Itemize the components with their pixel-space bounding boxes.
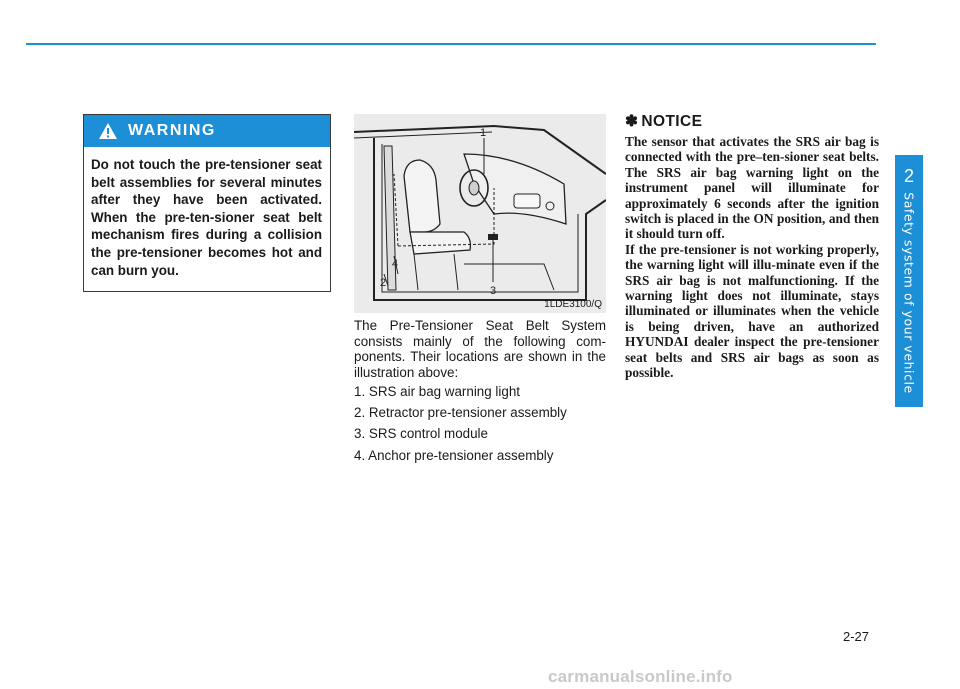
- notice-text: [625, 134, 879, 381]
- warning-title: WARNING: [128, 122, 216, 139]
- notice-paragraphs: The sensor that activates the SRS air bag is connected with the pre–ten-sioner seat belts. The SRS air bag warning light on the instrument panel will illuminate for approximately 6 seconds after the ignition switch is placed in the ON position, and then it should turn off. If the pre-tensioner is not working properly, the warning light will illu-minate even if the SRS air bag is not malfunctioning. If the warning light does not illuminate, stays illuminated or illuminates when the vehicle is being driven, have an authorized HYUNDAI dealer inspect the pre-tensioner seat belts and SRS air bags as soon as possible.: [625, 134, 879, 381]
- warning-box: [83, 114, 331, 292]
- notice-heading: [625, 112, 702, 131]
- intro-paragraph: The Pre-Tensioner Seat Belt System consists mainly of the following com-ponents. Their locations are shown in the illustration above:: [354, 318, 606, 380]
- list-item: 3. SRS control module: [354, 426, 488, 442]
- notice-star-icon: ✽: [625, 113, 639, 130]
- callout-1: 1: [480, 127, 487, 139]
- warning-text: Do not touch the pre-tensioner seat belt assemblies for several minutes after they have been activated. When the pre-ten-sioner seat belt mechanism fires during a collision the pre-tensioner becomes hot and can burn you.: [91, 157, 322, 278]
- callout-4: 4: [392, 258, 399, 270]
- top-rule: [26, 43, 876, 45]
- chapter-side-tab: [895, 155, 923, 407]
- list-item: 4. Anchor pre-tensioner assembly: [354, 447, 554, 463]
- page-number: 2-27: [843, 629, 870, 644]
- chapter-number: 2: [903, 166, 914, 186]
- car-interior-illustration: [354, 114, 606, 313]
- notice-title: NOTICE: [641, 113, 703, 130]
- warning-triangle-icon: [98, 122, 118, 140]
- watermark: carmanualsonline.info: [548, 667, 733, 686]
- callout-3: 3: [490, 285, 497, 297]
- list-item: 1. SRS air bag warning light: [354, 384, 520, 399]
- figure-code: 1LDE3100/Q: [544, 299, 602, 310]
- car-interior-drawing: [354, 114, 606, 313]
- list-item: 2. Retractor pre-tensioner assembly: [354, 405, 567, 421]
- chapter-label: Safety system of your vehicle: [901, 192, 917, 394]
- callout-2: 2: [380, 277, 387, 289]
- component-list: [354, 384, 606, 469]
- warning-header: [84, 115, 330, 147]
